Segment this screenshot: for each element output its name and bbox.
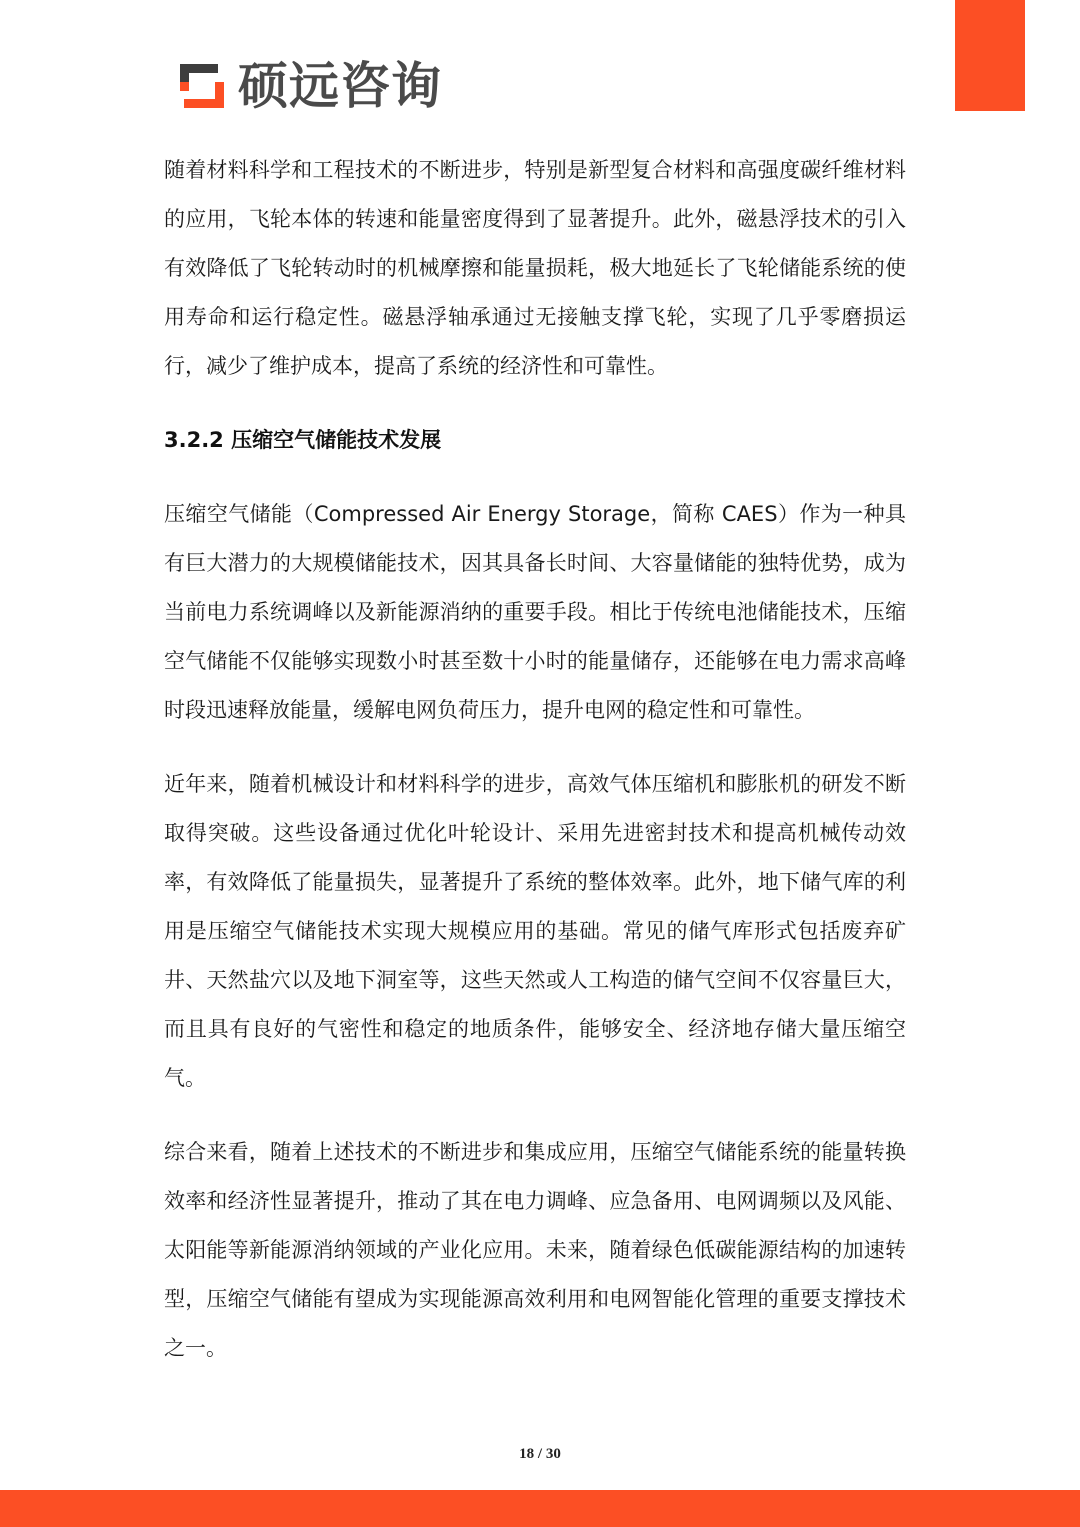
- corner-accent-tab: [955, 0, 1025, 111]
- brand-logo: [176, 58, 442, 114]
- footer-accent-bar: [0, 1490, 1080, 1527]
- s-brand-icon: [176, 60, 228, 112]
- paragraph-caes-summary: 综合来看，随着上述技术的不断进步和集成应用，压缩空气储能系统的能量转换效率和经济性显著提升，推动了其在电力调峰、应急备用、电网调频以及风能、太阳能等新能源消纳领域的产业化应用。未来，随着绿色低碳能源结构的加速转型，压缩空气储能有望成为实现能源高效利用和电网智能化管理的重要支撑技术之一。: [164, 1140, 906, 1360]
- paragraph-caes-intro: 压缩空气储能（Compressed Air Energy Storage，简称 CAES）作为一种具有巨大潜力的大规模储能技术，因其具备长时间、大容量储能的独特优势，成为当前电力系统调峰以及新能源消纳的重要手段。相比于传统电池储能技术，压缩空气储能不仅能够实现数小时甚至数十小时的能量储存，还能够在电力需求高峰时段迅速释放能量，缓解电网负荷压力，提升电网的稳定性和可靠性。: [164, 502, 906, 722]
- document-body: [164, 146, 906, 1373]
- paragraph-caes-progress: 近年来，随着机械设计和材料科学的进步，高效气体压缩机和膨胀机的研发不断取得突破。这些设备通过优化叶轮设计、采用先进密封技术和提高机械传动效率，有效降低了能量损失，显著提升了系统的整体效率。此外，地下储气库的利用是压缩空气储能技术实现大规模应用的基础。常见的储气库形式包括废弃矿井、天然盐穴以及地下洞室等，这些天然或人工构造的储气空间不仅容量巨大，而且具有良好的气密性和稳定的地质条件，能够安全、经济地存储大量压缩空气。: [164, 772, 906, 1090]
- paragraph-flywheel: 随着材料科学和工程技术的不断进步，特别是新型复合材料和高强度碳纤维材料的应用，飞轮本体的转速和能量密度得到了显著提升。此外，磁悬浮技术的引入有效降低了飞轮转动时的机械摩擦和能量损耗，极大地延长了飞轮储能系统的使用寿命和运行稳定性。磁悬浮轴承通过无接触支撑飞轮，实现了几乎零磨损运行，减少了维护成本，提高了系统的经济性和可靠性。: [164, 158, 906, 378]
- section-heading: 3.2.2 压缩空气储能技术发展: [164, 428, 442, 452]
- page-number: 18 / 30: [519, 1446, 561, 1462]
- brand-name: 硕远咨询: [238, 57, 442, 115]
